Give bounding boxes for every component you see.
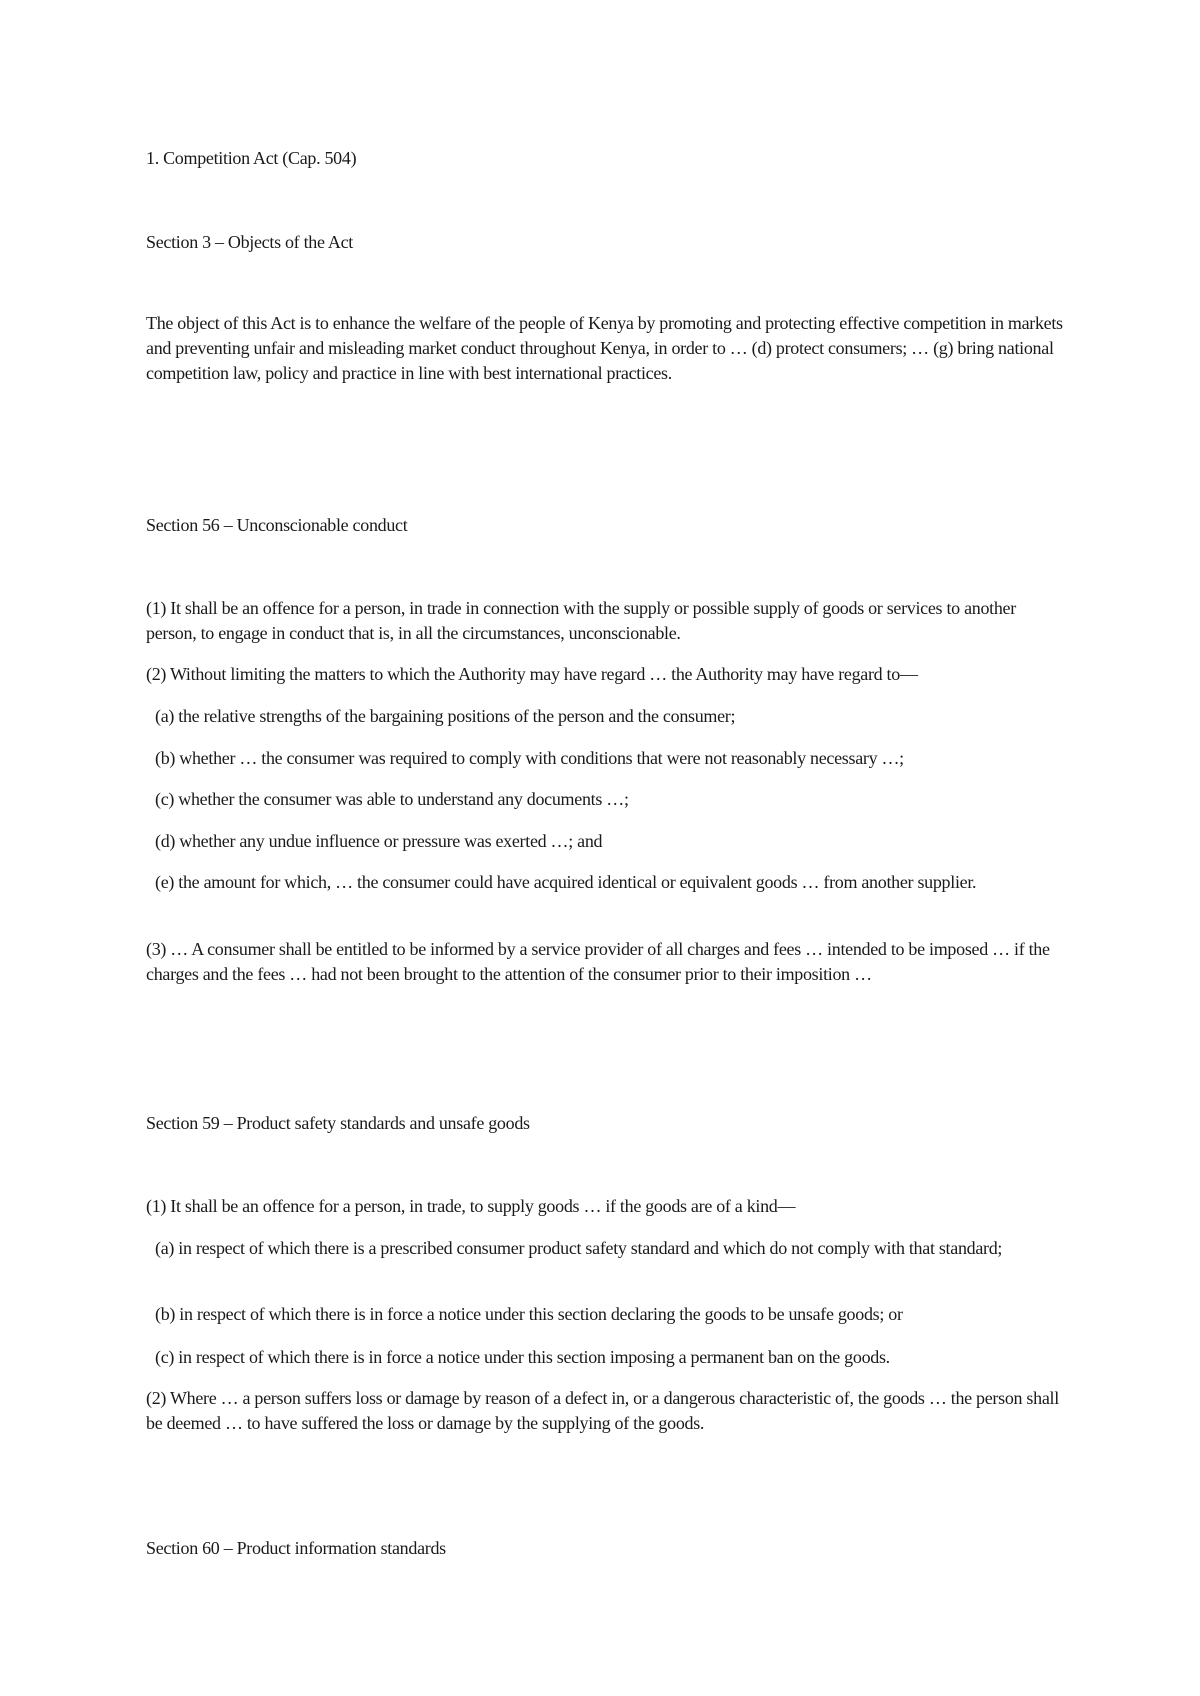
section-3-title: Section 3 – Objects of the Act bbox=[146, 232, 353, 252]
section-59-item-c: (c) in respect of which there is in force a notice under this section imposing a permanent ban on the goods. bbox=[155, 1347, 890, 1367]
document-heading: 1. Competition Act (Cap. 504) bbox=[146, 148, 357, 168]
section-56-item-d: (d) whether any undue influence or pressure was exerted …; and bbox=[155, 831, 603, 851]
section-59-title: Section 59 – Product safety standards and unsafe goods bbox=[146, 1113, 530, 1133]
section-56-item-e: (e) the amount for which, … the consumer could have acquired identical or equivalent goods … from another supplier. bbox=[155, 872, 977, 892]
section-56-item-c: (c) whether the consumer was able to understand any documents …; bbox=[155, 789, 629, 809]
section-56-item-b: (b) whether … the consumer was required to comply with conditions that were not reasonably necessary …; bbox=[155, 748, 904, 768]
section-3-paragraph: The object of this Act is to enhance the welfare of the people of Kenya by promoting and protecting effective competition in markets and preventing unfair and misleading market conduct throughout Kenya, in order to … (d) protect consumers; … (g) bring national competition law, policy and practice in line with best international practices. bbox=[146, 313, 1063, 383]
section-59-item-b: (b) in respect of which there is in force a notice under this section declaring the goods to be unsafe goods; or bbox=[155, 1304, 903, 1324]
section-60-title: Section 60 – Product information standards bbox=[146, 1538, 446, 1558]
section-59-item-a: (a) in respect of which there is a prescribed consumer product safety standard and which do not comply with that standard; bbox=[155, 1238, 1003, 1258]
section-56-clause-2: (2) Without limiting the matters to which the Authority may have regard … the Authority may have regard to— bbox=[146, 664, 918, 684]
section-59-clause-2: (2) Where … a person suffers loss or damage by reason of a defect in, or a dangerous characteristic of, the goods … the person shall be deemed … to have suffered the loss or damage by the supplying of the goods. bbox=[146, 1388, 1059, 1433]
section-56-item-a: (a) the relative strengths of the bargaining positions of the person and the consumer; bbox=[155, 706, 736, 726]
section-59-clause-1: (1) It shall be an offence for a person, in trade, to supply goods … if the goods are of a kind— bbox=[146, 1196, 796, 1216]
section-56-clause-1: (1) It shall be an offence for a person, in trade in connection with the supply or possible supply of goods or services to another person, to engage in conduct that is, in all the circumstances, unconscionable. bbox=[146, 598, 1016, 643]
section-56-title: Section 56 – Unconscionable conduct bbox=[146, 515, 408, 535]
section-56-clause-3: (3) … A consumer shall be entitled to be informed by a service provider of all charges and fees … intended to be imposed … if the charges and the fees … had not been brought to the attention of the consumer prior to their imposition … bbox=[146, 939, 1050, 984]
